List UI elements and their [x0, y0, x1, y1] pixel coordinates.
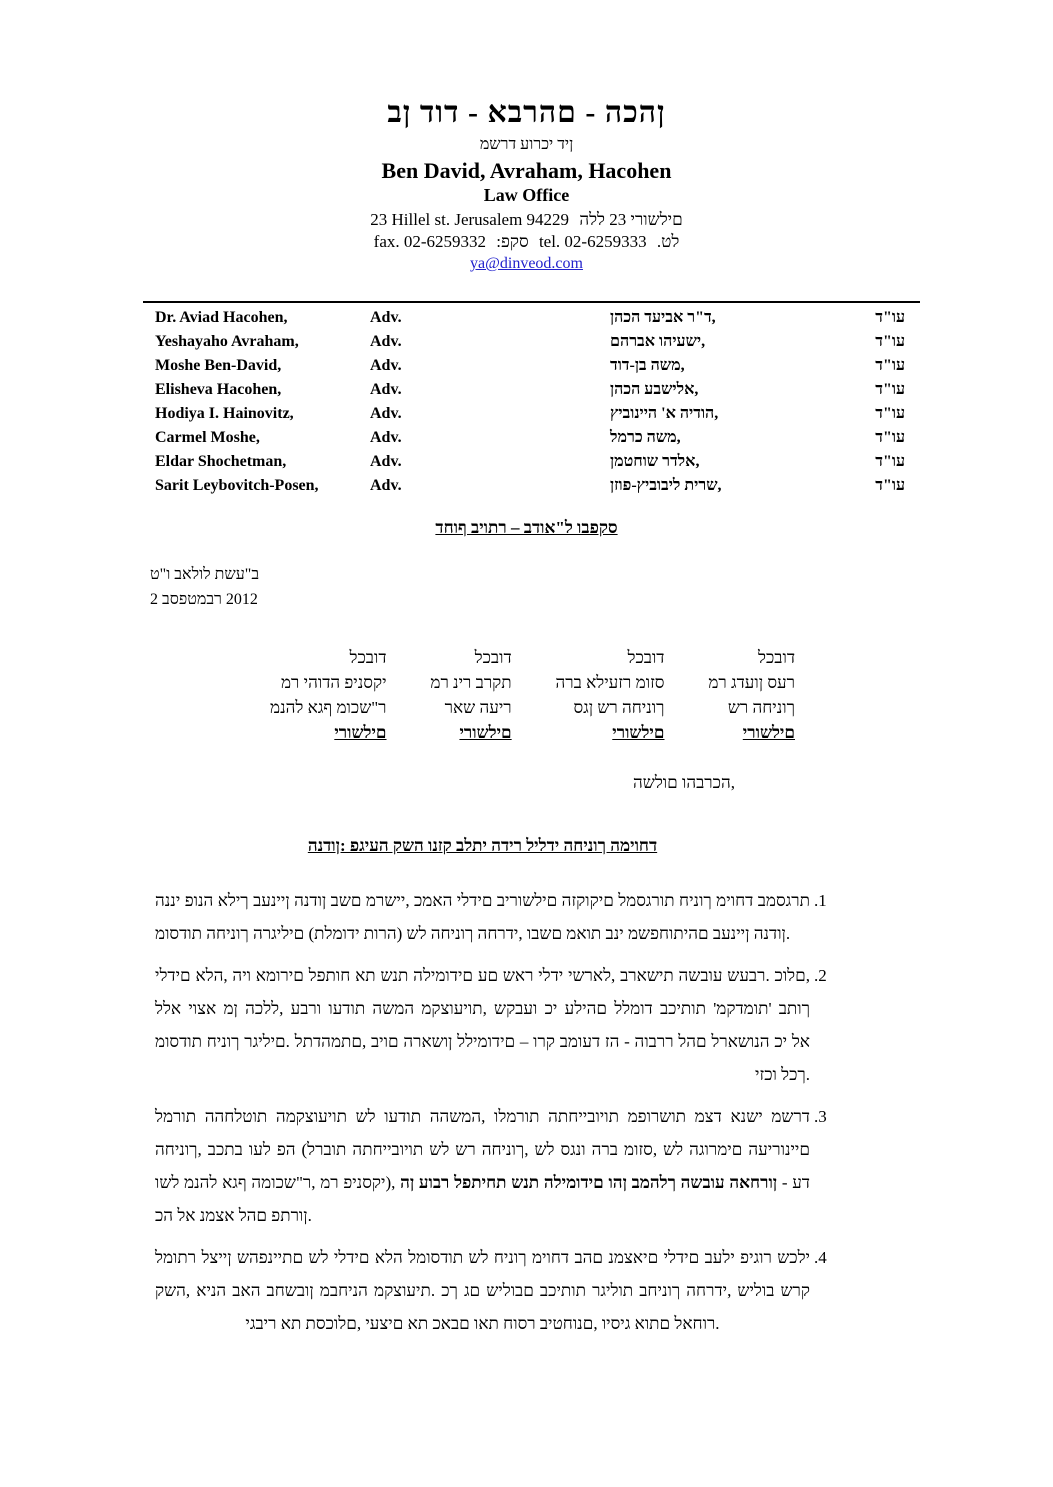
recipient-title: ראש העיר [444, 698, 512, 717]
paragraph-text: ילדים אלה, היו אמורים לפתוח את שנת הלימודים עם שאר ילדי ישראל, בראשית השבוע שעבר. כולם, ללא יוצא מן הכלל, עברו ועדות השמה מקצועיות, שקבעו כי עליהם ללמוד בכיתות 'מקדמות' בתוך מוסדות חינוך רגילים. לתדהמתם, ביום הראשון ללימודים – ורק במועד זה - הוברר להם לראשונה כי לא יזכו לכך. [155, 966, 810, 1084]
recipient-label: לכבוד [758, 648, 795, 667]
attorney-title-en: Adv. [370, 381, 402, 398]
attorney-name-en: Sarit Leybovitch-Posen, [155, 477, 319, 494]
attorney-title-he: עו"ד [875, 309, 905, 326]
attorney-name-en: Dr. Aviad Hacohen, [155, 309, 288, 326]
email-link[interactable]: ya@dinveod.com [470, 255, 583, 272]
attorney-name-he: הודיה א' היינוביץ, [610, 405, 719, 422]
recipient-title: מנהל אגף מוכש"ר [270, 698, 387, 717]
recipient-city: ירושלים [612, 723, 665, 742]
attorney-title-he: עו"ד [875, 453, 905, 470]
attorney-row [155, 402, 905, 426]
firm-subtitle-hebrew: משרד עורכי דין [479, 136, 574, 153]
attorney-title-en: Adv. [370, 453, 402, 470]
letterhead [0, 96, 1053, 273]
attorney-title-he: עו"ד [875, 477, 905, 494]
attorney-name-he: ישעיהו אברהם, [610, 333, 706, 350]
paragraph-text-bold: הן עובר לפתיחת שנת הלימודים והן במהלך השבוע האחרון [400, 1173, 778, 1192]
recipient-city: ירושלים [334, 723, 387, 742]
attorney-title-en: Adv. [370, 333, 402, 350]
fax-number: fax. 02-6259332 [373, 232, 487, 251]
paragraph-number: .2 [814, 966, 827, 985]
firm-name-hebrew: בן דוד - אברהם - הכהן [387, 96, 666, 129]
tel-number: tel. 02-6259333 [538, 232, 647, 251]
attorney-row [155, 474, 905, 498]
attorney-name-he: משה כרמל, [610, 429, 681, 446]
recipient-title: סגן שר החינוך [573, 698, 665, 717]
recipient-name: הרב אליעזר מוזס [555, 673, 665, 692]
attorney-roster [155, 306, 905, 498]
paragraph-text-regular: - עד כה לא נמצא להם פתרון. [155, 1173, 810, 1225]
tel-label-hebrew: .טל [656, 232, 680, 251]
firm-subtitle-english: Law Office [483, 185, 570, 205]
attorney-title-he: עו"ד [875, 333, 905, 350]
attorney-name-en: Moshe Ben-David, [155, 357, 282, 374]
recipient-label: לכבוד [627, 648, 665, 667]
recipient-name: מר גדעון סער [708, 673, 795, 692]
paragraph-text: הנני פונה אליך בעניין הנדון בשם מרשיי, כמאה ילדים בירושלים הזקוקים למסגרות חינוך מיוחד במסגרת מוסדות החינוך הרגילים (תלמודי תורה) של החינוך החרדי, ובשם מאות בני משפחותיהם בעניין הנדון. [155, 891, 810, 943]
attorney-row [155, 330, 905, 354]
recipient-city: ירושלים [742, 723, 795, 742]
paragraph-2 [155, 959, 827, 1091]
paragraph-1 [155, 884, 827, 950]
paragraph-number: .3 [814, 1107, 827, 1126]
address-hebrew: הלל 23 ירושלים [579, 210, 683, 229]
paragraph-number: .1 [814, 891, 827, 910]
attorney-title-en: Adv. [370, 405, 402, 422]
letter-body [155, 884, 827, 1349]
attorney-title-en: Adv. [370, 309, 402, 326]
attorney-name-he: אלישבע הכהן, [610, 381, 699, 398]
attorney-row [155, 354, 905, 378]
date-block [150, 562, 259, 612]
attorney-row [155, 450, 905, 474]
recipient-label: לכבוד [349, 648, 387, 667]
recipient-name: מר ניר ברקת [430, 673, 512, 692]
attorney-title-en: Adv. [370, 477, 402, 494]
attorney-title-he: עו"ד [875, 429, 905, 446]
attorney-title-en: Adv. [370, 429, 402, 446]
attorney-name-en: Hodiya I. Hainovitz, [155, 405, 294, 422]
attorney-name-he: אלדר שוחטמן, [610, 453, 700, 470]
attorney-name-en: Yeshayaho Avraham, [155, 333, 299, 350]
attorney-name-en: Carmel Moshe, [155, 429, 260, 446]
firm-address [0, 210, 1053, 230]
recipient-label: לכבוד [474, 648, 512, 667]
subject-line: הנדון: פגיעה קשה ונזק בלתי הדיר לילדי החינוך המיוחד [307, 836, 658, 855]
recipient-name: מר יהודה פינסקי [280, 673, 387, 692]
letterhead-divider [143, 301, 920, 303]
greeting-line: השלום והברכה, [633, 773, 735, 792]
paragraph-text [155, 1100, 810, 1232]
attorney-row [155, 378, 905, 402]
attorney-name-he: משה בן-דוד, [610, 357, 685, 374]
attorney-name-he: שרית ליבוביץ-פוזן, [610, 477, 722, 494]
firm-name-english: Ben David, Avraham, Hacohen [381, 158, 672, 183]
hebrew-date: ט"ו באלול תשע"ב [150, 566, 260, 583]
firm-contact [0, 232, 1053, 252]
recipient-column [708, 645, 795, 745]
recipient-column [430, 645, 511, 745]
gregorian-date: 2 בספטמבר 2012 [150, 591, 258, 608]
paragraph-number: .4 [814, 1248, 827, 1267]
urgent-delivery-line: דחוף ביותר – בדוא"ל ובפקס [435, 518, 618, 537]
paragraph-3 [155, 1100, 827, 1232]
attorney-row [155, 426, 905, 450]
attorney-title-he: עו"ד [875, 357, 905, 374]
recipient-column [270, 645, 387, 745]
recipients-block [270, 645, 795, 745]
recipient-column [556, 645, 665, 745]
recipient-city: ירושלים [459, 723, 512, 742]
paragraph-text: למותר לציין שהפנייתם של ילדים אלה למוסדות של חינוך מיוחד בהם נמצאים ילדים בעלי פיגור שכלי קשה, אינה באה בחשבון מבחינה מקצועית. כך גם שילובם בכיתות רגילות בחינוך החרדי, שילוב שרק יגביר את תסכולם, יעצים את כאבם ואת חוסר ביטחונם, ויסיג אותם לאחור. [155, 1248, 810, 1333]
paragraph-text-regular: למרות ההחלטות המקצועיות של ועדות ההשמה, ולמרות התחייבויות מפורשות מצד אנשי משרד החינוך, בכתב ועל פה (לרבות התחייבויות של שר החינוך, של סגנו הרב מוזס, של הגורמים העירוניים ושל מנהל אגף המוכש"ר, מר פינסקי), [155, 1107, 810, 1192]
attorney-title-he: עו"ד [875, 405, 905, 422]
attorney-name-en: Eldar Shochetman, [155, 453, 287, 470]
attorney-title-en: Adv. [370, 357, 402, 374]
firm-email [0, 255, 1053, 273]
address-english: 23 Hillel st. Jerusalem 94229 [370, 210, 570, 229]
attorney-title-he: עו"ד [875, 381, 905, 398]
attorney-row [155, 306, 905, 330]
attorney-name-en: Elisheva Hacohen, [155, 381, 282, 398]
fax-label-hebrew: :פקס [496, 232, 529, 251]
recipient-title: שר החינוך [727, 698, 795, 717]
paragraph-4 [155, 1241, 827, 1340]
attorney-name-he: ד"ר אביעד הכהן, [610, 309, 716, 326]
